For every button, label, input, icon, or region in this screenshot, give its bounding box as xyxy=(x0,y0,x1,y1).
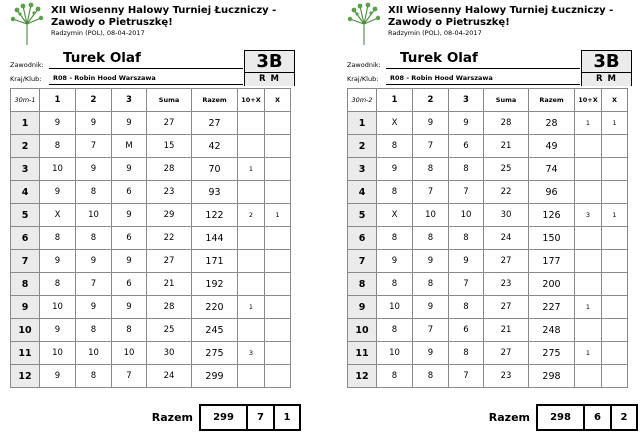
arrow-2-score: 8 xyxy=(413,158,449,181)
end-sum: 25 xyxy=(147,319,192,342)
arrow-1-score: 8 xyxy=(377,319,413,342)
end-10x-count xyxy=(575,365,602,388)
arrow-3-score: 6 xyxy=(112,181,147,204)
distance-label: 30m-2 xyxy=(348,89,377,112)
arrow-2-score: 9 xyxy=(76,296,112,319)
end-row xyxy=(11,135,291,158)
arrow-1-score: 9 xyxy=(377,250,413,273)
end-sum: 27 xyxy=(484,250,529,273)
arrow-1-score: 10 xyxy=(377,296,413,319)
score-table xyxy=(10,88,291,388)
arrow-2-score: 8 xyxy=(76,365,112,388)
arrow-1-score: X xyxy=(377,204,413,227)
running-total: 144 xyxy=(192,227,238,250)
arrow-3-score: 6 xyxy=(112,227,147,250)
end-sum: 21 xyxy=(147,273,192,296)
end-x-count xyxy=(265,158,291,181)
arrow-2-score: 8 xyxy=(413,227,449,250)
end-10x-count xyxy=(238,135,265,158)
scorecard-round-1 xyxy=(7,0,307,440)
arrow-2-score: 9 xyxy=(76,158,112,181)
col-x: X xyxy=(602,89,628,112)
end-10x-count: 1 xyxy=(238,158,265,181)
end-sum: 21 xyxy=(484,319,529,342)
totals-row xyxy=(480,404,638,431)
end-x-count xyxy=(265,273,291,296)
end-number: 6 xyxy=(11,227,40,250)
end-row xyxy=(11,296,291,319)
running-total: 192 xyxy=(192,273,238,296)
arrow-1-score: X xyxy=(377,112,413,135)
end-x-count xyxy=(265,296,291,319)
end-sum: 25 xyxy=(484,158,529,181)
end-row xyxy=(11,365,291,388)
arrow-1-score: 10 xyxy=(40,296,76,319)
end-sum: 24 xyxy=(147,365,192,388)
running-total: 177 xyxy=(529,250,575,273)
score-header-row xyxy=(11,89,291,112)
end-number: 3 xyxy=(11,158,40,181)
end-number: 4 xyxy=(11,181,40,204)
end-row xyxy=(11,342,291,365)
end-sum: 27 xyxy=(147,250,192,273)
end-row xyxy=(348,319,628,342)
running-total: 126 xyxy=(529,204,575,227)
col-arrow-2: 2 xyxy=(413,89,449,112)
club-underline xyxy=(386,84,580,85)
arrow-2-score: 9 xyxy=(76,250,112,273)
arrow-3-score: M xyxy=(112,135,147,158)
end-10x-count xyxy=(575,319,602,342)
arrow-1-score: 8 xyxy=(40,227,76,250)
end-x-count xyxy=(265,181,291,204)
arrow-1-score: 8 xyxy=(377,135,413,158)
arrow-1-score: 10 xyxy=(40,342,76,365)
arrow-3-score: 9 xyxy=(112,204,147,227)
arrow-1-score: 8 xyxy=(377,365,413,388)
end-sum: 28 xyxy=(147,296,192,319)
end-row xyxy=(11,250,291,273)
archer-label: Zawodnik: xyxy=(347,61,381,69)
end-row xyxy=(11,319,291,342)
arrow-3-score: 10 xyxy=(449,204,484,227)
col-arrow-1: 1 xyxy=(377,89,413,112)
end-x-count xyxy=(602,319,628,342)
end-10x-count xyxy=(238,112,265,135)
col-running-total: Razem xyxy=(192,89,238,112)
end-10x-count: 1 xyxy=(238,296,265,319)
end-sum: 27 xyxy=(484,296,529,319)
col-sum: Suma xyxy=(484,89,529,112)
end-x-count xyxy=(602,342,628,365)
end-row xyxy=(11,112,291,135)
col-10x: 10+X xyxy=(238,89,265,112)
end-sum: 21 xyxy=(484,135,529,158)
arrow-3-score: 9 xyxy=(112,296,147,319)
col-arrow-3: 3 xyxy=(449,89,484,112)
totals-row xyxy=(143,404,301,431)
arrow-3-score: 6 xyxy=(449,319,484,342)
end-number: 5 xyxy=(348,204,377,227)
end-sum: 23 xyxy=(484,273,529,296)
running-total: 275 xyxy=(192,342,238,365)
running-total: 200 xyxy=(529,273,575,296)
end-row xyxy=(11,227,291,250)
end-number: 5 xyxy=(11,204,40,227)
col-running-total: Razem xyxy=(529,89,575,112)
col-arrow-2: 2 xyxy=(76,89,112,112)
scorecard-round-2 xyxy=(344,0,644,440)
arrow-3-score: 9 xyxy=(112,158,147,181)
club-underline xyxy=(49,84,243,85)
arrow-3-score: 10 xyxy=(112,342,147,365)
end-number: 2 xyxy=(11,135,40,158)
end-10x-count xyxy=(575,158,602,181)
arrow-3-score: 6 xyxy=(112,273,147,296)
arrow-1-score: 8 xyxy=(377,273,413,296)
distance-label: 30m-1 xyxy=(11,89,40,112)
end-sum: 30 xyxy=(147,342,192,365)
end-x-count xyxy=(265,342,291,365)
event-title: XII Wiosenny Halowy Turniej Łuczniczy - Zawody o Pietruszkę! xyxy=(388,5,614,28)
arrow-1-score: 8 xyxy=(40,273,76,296)
end-row xyxy=(348,250,628,273)
division-class: R M xyxy=(581,73,632,86)
end-10x-count: 2 xyxy=(238,204,265,227)
arrow-2-score: 9 xyxy=(413,112,449,135)
grand-total: 298 xyxy=(537,405,584,430)
end-x-count xyxy=(602,365,628,388)
end-sum: 22 xyxy=(484,181,529,204)
arrow-1-score: 8 xyxy=(377,227,413,250)
end-number: 2 xyxy=(348,135,377,158)
end-sum: 22 xyxy=(147,227,192,250)
arrow-3-score: 8 xyxy=(449,342,484,365)
parsley-logo xyxy=(345,2,383,46)
running-total: 28 xyxy=(529,112,575,135)
end-row xyxy=(348,204,628,227)
arrow-3-score: 7 xyxy=(449,273,484,296)
end-10x-count: 1 xyxy=(575,112,602,135)
archer-underline xyxy=(49,68,243,69)
end-row xyxy=(11,273,291,296)
end-sum: 23 xyxy=(147,181,192,204)
end-x-count xyxy=(265,227,291,250)
grand-total-label: Razem xyxy=(488,411,530,424)
end-number: 10 xyxy=(11,319,40,342)
arrow-2-score: 7 xyxy=(413,319,449,342)
end-10x-count xyxy=(238,319,265,342)
arrow-2-score: 10 xyxy=(413,204,449,227)
running-total: 171 xyxy=(192,250,238,273)
col-arrow-1: 1 xyxy=(40,89,76,112)
end-number: 7 xyxy=(11,250,40,273)
end-number: 1 xyxy=(11,112,40,135)
running-total: 245 xyxy=(192,319,238,342)
end-row xyxy=(11,204,291,227)
arrow-2-score: 8 xyxy=(413,365,449,388)
end-row xyxy=(348,296,628,319)
running-total: 248 xyxy=(529,319,575,342)
end-10x-count: 3 xyxy=(575,204,602,227)
end-number: 3 xyxy=(348,158,377,181)
end-number: 10 xyxy=(348,319,377,342)
end-10x-count xyxy=(575,227,602,250)
end-x-count: 1 xyxy=(602,204,628,227)
running-total: 220 xyxy=(192,296,238,319)
end-number: 8 xyxy=(348,273,377,296)
end-x-count xyxy=(602,250,628,273)
total-10x: 6 xyxy=(584,405,611,430)
end-row xyxy=(348,342,628,365)
arrow-1-score: 9 xyxy=(40,365,76,388)
arrow-1-score: 10 xyxy=(40,158,76,181)
end-10x-count xyxy=(238,181,265,204)
arrow-3-score: 8 xyxy=(112,319,147,342)
arrow-2-score: 8 xyxy=(413,273,449,296)
arrow-3-score: 8 xyxy=(449,296,484,319)
end-10x-count xyxy=(238,365,265,388)
end-x-count xyxy=(602,227,628,250)
end-number: 1 xyxy=(348,112,377,135)
arrow-1-score: 9 xyxy=(40,250,76,273)
club-name: R08 - Robin Hood Warszawa xyxy=(390,74,493,82)
end-sum: 23 xyxy=(484,365,529,388)
arrow-2-score: 10 xyxy=(76,342,112,365)
arrow-1-score: 9 xyxy=(40,319,76,342)
total-x: 2 xyxy=(611,405,637,430)
arrow-2-score: 7 xyxy=(413,135,449,158)
end-x-count xyxy=(265,319,291,342)
arrow-1-score: 8 xyxy=(40,135,76,158)
end-10x-count xyxy=(575,135,602,158)
end-sum: 29 xyxy=(147,204,192,227)
end-number: 9 xyxy=(348,296,377,319)
arrow-2-score: 9 xyxy=(413,250,449,273)
end-x-count xyxy=(265,365,291,388)
end-x-count xyxy=(602,158,628,181)
running-total: 27 xyxy=(192,112,238,135)
col-10x: 10+X xyxy=(575,89,602,112)
end-sum: 24 xyxy=(484,227,529,250)
arrow-1-score: X xyxy=(40,204,76,227)
total-10x: 7 xyxy=(247,405,274,430)
end-row xyxy=(348,227,628,250)
grand-total-label: Razem xyxy=(151,411,193,424)
score-header-row xyxy=(348,89,628,112)
arrow-3-score: 7 xyxy=(112,365,147,388)
arrow-2-score: 8 xyxy=(76,181,112,204)
arrow-1-score: 9 xyxy=(40,112,76,135)
arrow-1-score: 10 xyxy=(377,342,413,365)
arrow-1-score: 8 xyxy=(377,181,413,204)
end-number: 12 xyxy=(348,365,377,388)
running-total: 299 xyxy=(192,365,238,388)
arrow-2-score: 7 xyxy=(413,181,449,204)
running-total: 275 xyxy=(529,342,575,365)
archer-name: Turek Olaf xyxy=(63,50,141,66)
end-sum: 27 xyxy=(147,112,192,135)
club-label: Kraj/Klub: xyxy=(347,75,379,83)
running-total: 150 xyxy=(529,227,575,250)
total-x: 1 xyxy=(274,405,300,430)
end-number: 12 xyxy=(11,365,40,388)
arrow-3-score: 8 xyxy=(449,158,484,181)
arrow-3-score: 9 xyxy=(449,250,484,273)
arrow-3-score: 7 xyxy=(449,365,484,388)
end-row xyxy=(348,365,628,388)
end-x-count xyxy=(602,296,628,319)
arrow-2-score: 10 xyxy=(76,204,112,227)
running-total: 74 xyxy=(529,158,575,181)
end-number: 8 xyxy=(11,273,40,296)
end-sum: 27 xyxy=(484,342,529,365)
end-x-count: 1 xyxy=(602,112,628,135)
end-row xyxy=(348,112,628,135)
end-number: 11 xyxy=(348,342,377,365)
target-number: 3B xyxy=(244,50,295,73)
parsley-logo xyxy=(8,2,46,46)
end-10x-count xyxy=(238,250,265,273)
end-10x-count: 1 xyxy=(575,296,602,319)
grand-total: 299 xyxy=(200,405,247,430)
end-number: 7 xyxy=(348,250,377,273)
running-total: 96 xyxy=(529,181,575,204)
archer-underline xyxy=(386,68,580,69)
event-title: XII Wiosenny Halowy Turniej Łuczniczy - Zawody o Pietruszkę! xyxy=(51,5,277,28)
arrow-2-score: 9 xyxy=(413,342,449,365)
arrow-3-score: 6 xyxy=(449,135,484,158)
end-10x-count: 3 xyxy=(238,342,265,365)
arrow-2-score: 8 xyxy=(76,227,112,250)
end-row xyxy=(348,135,628,158)
end-sum: 15 xyxy=(147,135,192,158)
col-x: X xyxy=(265,89,291,112)
arrow-2-score: 7 xyxy=(76,135,112,158)
event-subtitle: Radzymin (POL), 08-04-2017 xyxy=(388,29,482,37)
end-x-count xyxy=(265,112,291,135)
score-table xyxy=(347,88,628,388)
end-x-count xyxy=(602,135,628,158)
end-number: 6 xyxy=(348,227,377,250)
end-sum: 30 xyxy=(484,204,529,227)
end-row xyxy=(11,181,291,204)
club-name: R08 - Robin Hood Warszawa xyxy=(53,74,156,82)
running-total: 227 xyxy=(529,296,575,319)
running-total: 49 xyxy=(529,135,575,158)
end-number: 11 xyxy=(11,342,40,365)
end-number: 9 xyxy=(11,296,40,319)
arrow-2-score: 7 xyxy=(76,273,112,296)
end-x-count xyxy=(265,250,291,273)
col-sum: Suma xyxy=(147,89,192,112)
division-class: R M xyxy=(244,73,295,86)
end-10x-count xyxy=(575,250,602,273)
arrow-1-score: 9 xyxy=(40,181,76,204)
arrow-3-score: 9 xyxy=(449,112,484,135)
running-total: 93 xyxy=(192,181,238,204)
end-row xyxy=(348,181,628,204)
col-arrow-3: 3 xyxy=(112,89,147,112)
arrow-3-score: 8 xyxy=(449,227,484,250)
archer-name: Turek Olaf xyxy=(400,50,478,66)
end-x-count: 1 xyxy=(265,204,291,227)
end-row xyxy=(348,273,628,296)
arrow-3-score: 9 xyxy=(112,112,147,135)
club-label: Kraj/Klub: xyxy=(10,75,42,83)
end-10x-count: 1 xyxy=(575,342,602,365)
end-row xyxy=(348,158,628,181)
arrow-3-score: 7 xyxy=(449,181,484,204)
running-total: 298 xyxy=(529,365,575,388)
arrow-2-score: 9 xyxy=(76,112,112,135)
end-10x-count xyxy=(575,273,602,296)
end-sum: 28 xyxy=(484,112,529,135)
end-10x-count xyxy=(575,181,602,204)
end-number: 4 xyxy=(348,181,377,204)
end-x-count xyxy=(602,273,628,296)
running-total: 70 xyxy=(192,158,238,181)
end-10x-count xyxy=(238,273,265,296)
event-subtitle: Radzymin (POL), 08-04-2017 xyxy=(51,29,145,37)
end-x-count xyxy=(602,181,628,204)
target-number: 3B xyxy=(581,50,632,73)
arrow-2-score: 8 xyxy=(76,319,112,342)
archer-label: Zawodnik: xyxy=(10,61,44,69)
arrow-1-score: 9 xyxy=(377,158,413,181)
running-total: 42 xyxy=(192,135,238,158)
running-total: 122 xyxy=(192,204,238,227)
arrow-3-score: 9 xyxy=(112,250,147,273)
end-x-count xyxy=(265,135,291,158)
arrow-2-score: 9 xyxy=(413,296,449,319)
end-row xyxy=(11,158,291,181)
end-10x-count xyxy=(238,227,265,250)
end-sum: 28 xyxy=(147,158,192,181)
